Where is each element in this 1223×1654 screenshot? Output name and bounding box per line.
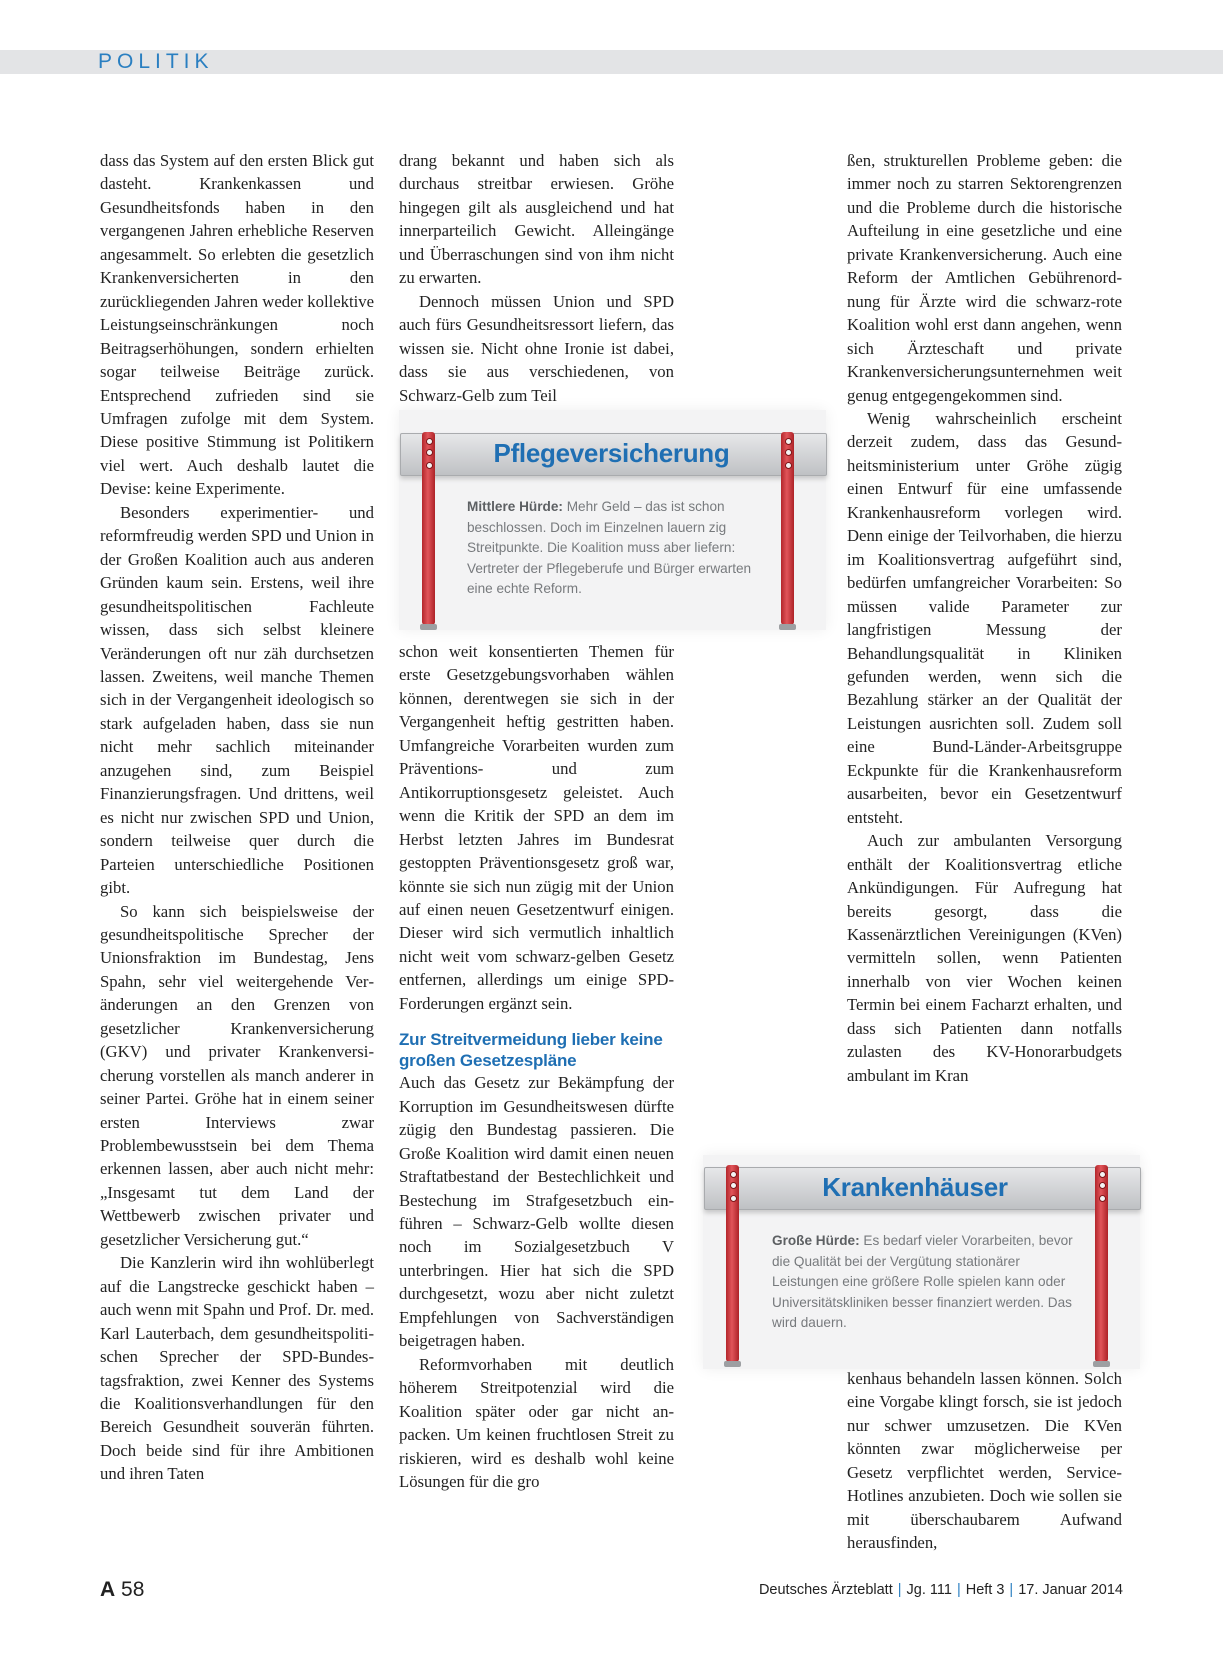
hurdle-text: Es bedarf vieler Vorarbeiten, bevor die Qualität bei der Vergütung stationärer Leistungen eine größere Rolle spielen kann oder Universitätskliniken besser finanziert werden. Das wird dauern. xyxy=(772,1233,1073,1331)
journal-issue: Heft 3 xyxy=(965,1582,1005,1598)
paragraph: Reformvorhaben mit deutlich höherem Streitpotenzial wird die Koalition später oder gar nicht anpacken. Um keinen fruchtlosen Streit zu riskieren, wird es deshalb wohl keine Lösungen für die gro xyxy=(399,1354,674,1491)
paragraph: dass das System auf den ersten Blick gut dasteht. Krankenkassen und Gesundheitsfonds haben in den vergangenen Jahren erhebliche Reserven angesammelt. So erlebten die gesetzlich Krankenversicherten in den zurückliegenden Jahren weder kollektive Leistungseinschränkungen noch Beitragserhöhungen, sondern erhielten sogar teilweise Beiträge zurück. Entsprechend zufrieden sind sie Umfragen zufolge mit dem System. Diese positive Stimmung ist Politikern viel wert. Auch deshalb lautet die Devise: keine Experimente. xyxy=(100,151,374,499)
paragraph: ßen, strukturellen Probleme geben: die immer noch zu starren Sektorengrenzen und die Probleme durch die historische Aufteilung in eine gesetzliche und eine private Krankenversicherung. Auch eine Reform der Amtlichen Gebührenordnung für Ärzte wird die schwarz-rote Koalition wohl erst dann angehen, wenn sich Ärzteschaft und private Krankenversicherungsunternehmen weit genug entgegengekommen sind. xyxy=(847,151,1122,405)
journal-name: Deutsches Ärzteblatt xyxy=(758,1582,893,1598)
footer-citation: Deutsches Ärzteblatt | Jg. 111 | Heft 3 | 17. Januar 2014 xyxy=(758,1582,1123,1598)
hurdle-post-left xyxy=(726,1165,739,1362)
hurdle-post-right xyxy=(1095,1165,1108,1362)
paragraph: Wenig wahrscheinlich erscheint derzeit zudem, dass das Gesundheitsministerium unter Gröhe zügig einen Entwurf für eine umfassende Krankenhausreform vorlegen wird. Denn einige der Teilvorhaben, die hierzu im Koalitionsvertrag aufgeführt sind, bedürfen umfangreicher Vorarbeiten: So müssen valide Parameter zur langfristigen Messung der Behandlungsqualität in Kliniken gefunden werden, wenn sich die Bezahlung stärker an der Qualität der Leistungen ausrichten soll. Zudem soll eine Bund-Länder-Arbeitsgruppe Eckpunkte für die Krankenhausreform ausarbeiten, bevor ein Gesetzentwurf entsteht. xyxy=(847,408,1122,827)
journal-volume: Jg. 111 xyxy=(906,1582,952,1598)
paragraph: Besonders experimentier- und reformfreudig werden SPD und Union in der Großen Koalition auch aus anderen Gründen kaum sein. Erstens, weil ihre gesundheitspolitischen Fachleute wissen, dass sich selbst kleinere Veränderungen oft nur zäh durchsetzen lassen. Zweitens, weil manche Themen sich in der Vergangenheit ideologisch so stark aufgeladen haben, dass sie nun nicht mehr sachlich miteinander anzugehen sind, zum Beispiel Finanzierungsfragen. Und drittens, weil es nicht nur zwischen SPD und Union, sondern teilweise quer durch die Parteien unterschiedliche Positionen gibt. xyxy=(100,502,374,898)
hurdle-box-krankenhaeuser xyxy=(703,1155,1140,1369)
paragraph: Auch das Gesetz zur Bekämpfung der Korruption im Gesundheitswesen dürfte zügig den Bundestag passieren. Die Große Koalition wird damit einen neuen Straftatbestand der Bestechlichkeit und Bestechung im Strafgesetzbuch einführen – Schwarz-Gelb wollte diesen noch im Sozialgesetzbuch V unterbringen. Hier hat sich die SPD durchgesetzt, wozu aber nicht zuletzt Empfehlungen von Sachverständigen beigetragen haben. xyxy=(399,1073,674,1351)
hurdle-description xyxy=(467,497,767,600)
hurdle-title: Pflegeversicherung xyxy=(493,438,730,468)
column-2-bottom xyxy=(399,640,674,1493)
hurdle-level: Mittlere Hürde: xyxy=(467,499,563,514)
paragraph: schon weit konsentierten Themen für erste Gesetzgebungsvorhaben wählen können, derentwegen sie sich in der Vergangenheit heftig gestritten haben. Umfangreiche Vorarbeiten wurden zum Präventions- und zum Antikorruptionsgesetz geleistet. Auch wenn die Kritik der SPD an dem im Herbst letzten Jahres im Bundesrat gestoppten Präventionsgesetz groß war, könnte sie sich nun zügig mit der Union auf einen neuen Gesetzentwurf einigen. Dieser wird sich vermutlich inhaltlich nicht weit vom schwarz-gelben Gesetz entfernen, allerdings um einige SPD-Forderungen ergänzt sein. xyxy=(399,642,674,1013)
hurdle-box-pflegeversicherung xyxy=(399,410,826,630)
page-letter: A xyxy=(100,1578,116,1601)
hurdle-level: Große Hürde: xyxy=(772,1233,860,1248)
hurdle-description xyxy=(772,1231,1082,1334)
column-3-top xyxy=(847,149,1122,1087)
paragraph: So kann sich beispielsweise der gesundheitspolitische Sprecher der Unionsfraktion im Bundestag, Jens Spahn, sehr viel weitergehende Veränderungen an den Grenzen von gesetzlicher Krankenversicherung (GKV) und privater Krankenversicherung vorstellen als manch anderer in seiner Partei. Gröhe hat in einem seiner ersten Interviews zwar Problembewusstsein bei dem Thema erkennen lassen, aber auch nicht mehr: „Insgesamt tut dem Land der Wettbewerb zwischen privater und gesetzlicher Versicherung gut.“ xyxy=(100,901,374,1249)
page-number-value: 58 xyxy=(121,1578,145,1601)
page-number xyxy=(100,1578,144,1602)
section-label: POLITIK xyxy=(98,50,214,73)
column-3-bottom xyxy=(847,1367,1122,1555)
subheading: Zur Streitvermeidung lieber keine großen Gesetzespläne xyxy=(399,1030,663,1071)
paragraph: Die Kanzlerin wird ihn wohlüberlegt auf die Langstrecke geschickt haben – auch wenn mit Spahn und Prof. Dr. med. Karl Lauterbach, dem gesundheitspolitischen Sprecher der SPD-Bundestagsfraktion, zwei Kenner des Systems die Koalitionsverhandlungen für den Bereich Gesundheit souverän führten. Doch beide sind für ihre Ambitionen und ihren Taten xyxy=(100,1253,374,1484)
journal-date: 17. Januar 2014 xyxy=(1018,1582,1123,1598)
paragraph: Dennoch müssen Union und SPD auch fürs Gesundheitsressort liefern, das wissen sie. Nicht ohne Ironie ist dabei, dass sie aus verschiedenen, von Schwarz-Gelb zum Teil xyxy=(399,291,674,405)
column-2-top xyxy=(399,149,674,407)
hurdle-text: Mehr Geld – das ist schon beschlossen. Doch im Einzelnen lauern zig Streitpunkte. Die Koalition muss aber liefern: Vertreter der Pflegeberufe und Bürger erwarten eine echte Reform. xyxy=(467,499,752,597)
column-1 xyxy=(100,149,374,1486)
paragraph: drang bekannt und haben sich als durchaus streitbar erwiesen. Gröhe hingegen gilt als ausgleichend und hat innerparteilich Gewicht. Alleingänge und Überraschungen sind von ihm nicht zu erwarten. xyxy=(399,151,674,288)
paragraph: Auch zur ambulanten Versorgung enthält der Koalitionsvertrag etliche Ankündigungen. Für Aufregung hat bereits gesorgt, dass die Kassenärztlichen Vereinigungen (KVen) vermitteln sollen, wenn Patienten innerhalb von vier Wochen keinen Termin bei einem Facharzt erhalten, und dass sich Patienten dann notfalls zulasten des KV-Honorarbudgets ambulant im Kran xyxy=(847,831,1122,1085)
hurdle-title: Krankenhäuser xyxy=(822,1172,1008,1202)
paragraph: kenhaus behandeln lassen können. Solch eine Vorgabe klingt forsch, sie ist jedoch nur schwer umzusetzen. Die KVen könnten zwar möglicherweise per Gesetz verpflichtet werden, Service-Hotlines anzubieten. Doch wie sollen sie mit überschaubarem Aufwand herausfinden, xyxy=(847,1369,1122,1553)
